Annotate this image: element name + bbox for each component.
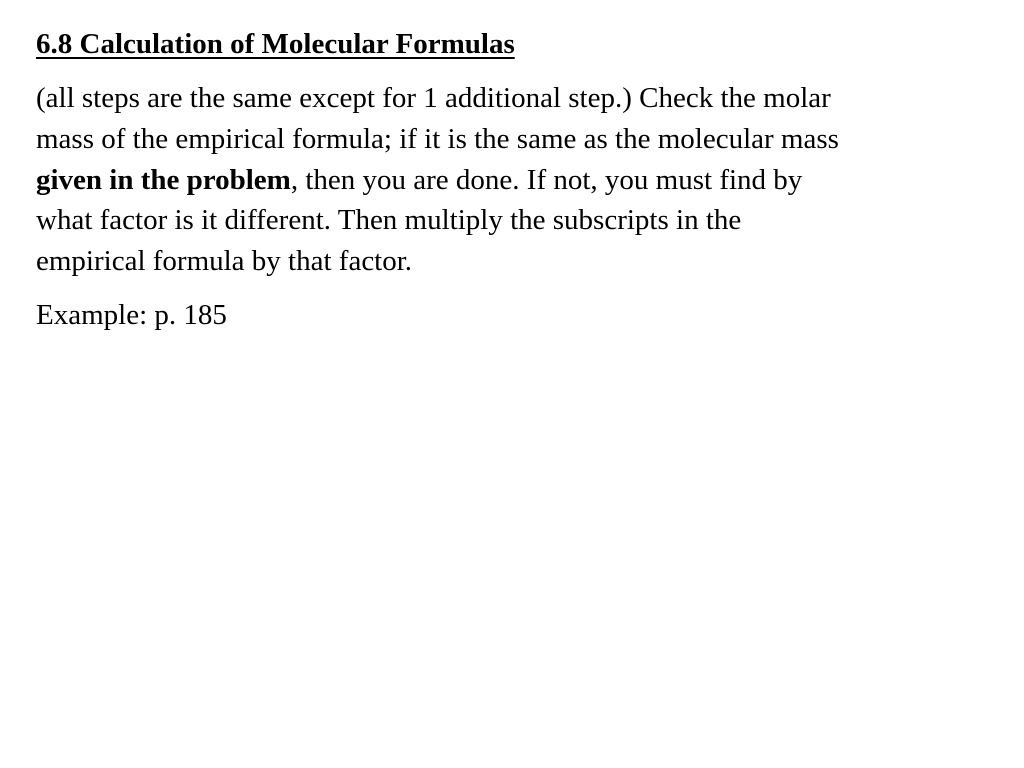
slide-title: 6.8 Calculation of Molecular Formulas: [36, 28, 515, 60]
paragraph-line-3-rest: , then you are done. If not, you must find by: [290, 163, 803, 196]
emphasis-given-in-the-problem: given in the problem: [36, 163, 291, 196]
example-reference: Example: p. 185: [36, 299, 227, 331]
paragraph-line-2: mass of the empirical formula; if it is the same as the molecular mass: [36, 122, 839, 155]
paragraph-line-1: (all steps are the same except for 1 additional step.) Check the molar: [36, 82, 831, 114]
paragraph-line-4: what factor is it different. Then multiply the subscripts in the: [36, 204, 742, 237]
paragraph-line-5: empirical formula by that factor.: [36, 245, 413, 278]
body-paragraph: [36, 78, 996, 282]
